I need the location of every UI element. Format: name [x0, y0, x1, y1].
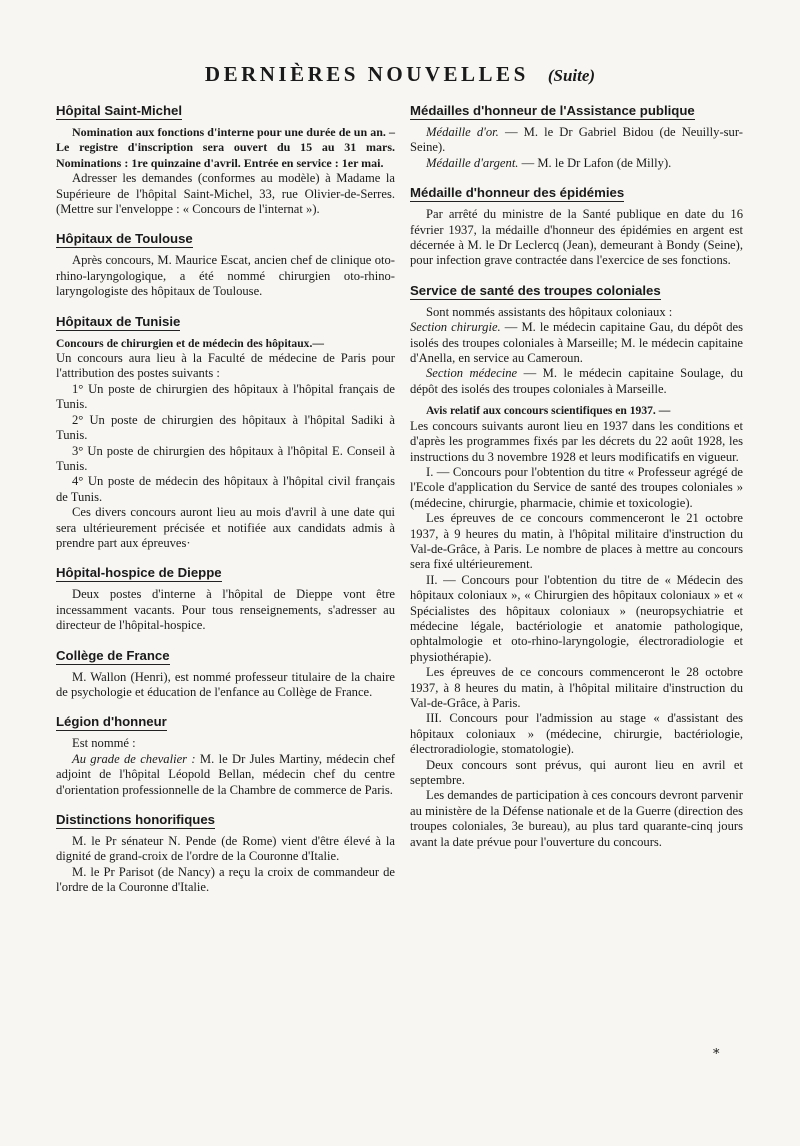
paragraph: I. — Concours pour l'obtention du titre « Professeur agrégé de l'Ecole d'application du Service de santé des troupes coloniales » (médecine, chirurgie, pharmacie, chimie et toxicologie). [410, 464, 743, 510]
page-title: DERNIÈRES NOUVELLES [204, 62, 529, 86]
paragraph-text: — M. le médecin capitaine Gau, du dépôt des isolés des troupes coloniales à Marseille; M. le médecin capitaine d'Anella, en service au Cameroun. [410, 320, 743, 366]
section-title: Distinctions honorifiques [56, 812, 215, 827]
paragraph: Deux postes d'interne à l'hôpital de Dieppe vont être incessamment vacants. Pour tous renseignements, s'adresser au directeur de l'hôpital-hospice. [56, 587, 395, 633]
section-hopital-dieppe [56, 562, 395, 633]
paragraph: Sont nommés assistants des hôpitaux coloniaux : [426, 304, 673, 319]
section-title: Service de santé des troupes coloniales [410, 282, 661, 298]
paragraph: Les demandes de participation à ces concours devront parvenir au ministère de la Défense nationale et de la Guerre (direction des troupes coloniales, 3e bureau), au plus tard quarante-cinq jours avant la date prévue pour l'ouverture du concours. [410, 788, 743, 849]
list-item: 4° Un poste de médecin des hôpitaux à l'hôpital civil français de Tunis. [56, 474, 395, 504]
section-title: Hôpital-hospice de Dieppe [56, 565, 222, 581]
right-column [410, 100, 743, 861]
page-header [0, 62, 800, 87]
paragraph: Les épreuves de ce concours commenceront le 21 octobre 1937, à 9 heures du matin, à l'hôpital militaire d'instruction du Val-de-Grâce, à Paris. Le nombre de places à mettre au concours sera fixé ultérieurement. [410, 511, 743, 572]
paragraph [410, 156, 743, 171]
paragraph [410, 366, 743, 397]
section-title: Collège de France [56, 647, 170, 663]
paragraph: Les épreuves de ce concours commenceront le 28 octobre 1937, à 8 heures du matin, à l'hôpital militaire d'instruction du Val-de-Grâce, à Paris. [410, 665, 743, 710]
italic-text: Au grade de chevalier : [72, 751, 196, 766]
paragraph [410, 403, 743, 418]
list-item: 1° Un poste de chirurgien des hôpitaux à l'hôpital français de Tunis. [56, 381, 395, 412]
section-troupes-coloniales [410, 280, 743, 850]
paragraph-text: — M. le Dr Lafon (de Milly). [518, 155, 672, 170]
section-title: Hôpitaux de Tunisie [56, 313, 181, 329]
paragraph [410, 125, 743, 156]
paragraph: Un concours aura lieu à la Faculté de médecine de Paris pour l'attribution des postes suivants : [56, 351, 395, 381]
paragraph: M. le Pr sénateur N. Pende (de Rome) vient d'être élevé à la dignité de grand-croix de l'ordre de la Couronne d'Italie. [56, 834, 395, 864]
section-distinctions [56, 809, 395, 896]
section-title: Médaille d'honneur des épidémies [410, 185, 625, 201]
paragraph [410, 320, 743, 366]
section-title: Médailles d'honneur de l'Assistance publique [410, 103, 695, 118]
paragraph [56, 336, 395, 351]
paragraph: Adresser les demandes (conformes au modèle) à Madame la Supérieure de l'hôpital Saint-Michel, 33, rue Olivier-de-Serres. (Mettre sur l'enveloppe : « Concours de l'internat »). [56, 171, 395, 217]
list-item: 2° Un poste de chirurgien des hôpitaux à l'hôpital Sadiki à Tunis. [56, 412, 395, 443]
italic-text: Section chirurgie. [410, 320, 501, 335]
section-medailles-assistance [410, 100, 743, 171]
paragraph: Après concours, M. Maurice Escat, ancien chef de clinique oto-rhino-laryngologique, a été nommé chirurgien oto-rhino-laryngologiste des hôpitaux de Toulouse. [56, 253, 395, 299]
section-legion-honneur [56, 711, 395, 798]
paragraph: Les concours suivants auront lieu en 1937 dans les conditions et d'après les programmes fixés par les décrets du 22 août 1928, les instructions du 3 novembre 1928 et leurs modificatifs en vigueur. [410, 418, 743, 464]
page-subtitle: (Suite) [547, 66, 596, 85]
paragraph: Nomination aux fonctions d'interne pour une durée de un an. – Le registre d'inscription sera ouvert du 15 au 31 mars. Nominations : 1re quinzaine d'avril. Entrée en service : 1er mai. [56, 125, 395, 170]
section-hopital-saint-michel [56, 100, 395, 217]
paragraph-text: M. le Dr Jules Martiny, médecin chef adjoint de l'hôpital Léopold Bellan, médecin chef du centre d'orientation professionnelle de la Chambre de commerce de Paris. [56, 751, 395, 797]
section-medaille-epidemies [410, 182, 743, 269]
paragraph: M. Wallon (Henri), est nommé professeur titulaire de la chaire de psychologie et éducation de l'enfance au Collège de France. [56, 669, 395, 699]
section-hopitaux-toulouse [56, 228, 395, 299]
footer-mark: * [713, 1047, 720, 1062]
paragraph: III. Concours pour l'admission au stage « d'assistant des hôpitaux coloniaux » (médecine, chirurgie, bactériologie, électroradiologie, stomatologie). [410, 711, 743, 757]
section-hopitaux-tunisie [56, 311, 395, 552]
lead-text: Concours de chirurgien et de médecin des hôpitaux.— [56, 336, 324, 350]
section-title: Hôpital Saint-Michel [56, 103, 183, 118]
paragraph [56, 752, 395, 798]
italic-text: Médaille d'or. [426, 125, 499, 139]
paragraph: Par arrêté du ministre de la Santé publique en date du 16 février 1937, la médaille d'honneur des épidémies en argent est décernée à M. le Dr Leclercq (Jean), demeurant à Bondy (Seine), pour infection grave contractée dans l'exercice de ses fonctions. [410, 207, 743, 268]
paragraph-text: — M. le médecin capitaine Soulage, du dépôt des isolés des troupes coloniales à Marseille. [410, 366, 743, 396]
italic-text: Médaille d'argent. [426, 155, 519, 170]
paragraph: II. — Concours pour l'obtention du titre de « Médecin des hôpitaux coloniaux », « Chirurgien des hôpitaux coloniaux » et « Spécialistes des hôpitaux coloniaux » (neuropsychiatrie et médecine légale, bactériologie et anatomie pathologique, ophtalmologie et oto-rhino-laryngologie, électroradiologie et physiothérapie). [410, 572, 743, 664]
paragraph: Ces divers concours auront lieu au mois d'avril à une date qui sera ultérieurement précisée et notifiée aux candidats admis à prendre part aux épreuves· [56, 505, 395, 550]
italic-text: Section médecine [426, 366, 518, 381]
section-title: Légion d'honneur [56, 714, 167, 730]
paragraph-text: — M. le Dr Gabriel Bidou (de Neuilly-sur-Seine). [410, 125, 743, 155]
section-title: Hôpitaux de Toulouse [56, 231, 193, 247]
paragraph: M. le Pr Parisot (de Nancy) a reçu la croix de commandeur de l'ordre de la Couronne d'Italie. [56, 864, 395, 895]
left-column [56, 100, 395, 907]
list-item: 3° Un poste de chirurgien des hôpitaux à l'hôpital E. Conseil à Tunis. [56, 443, 395, 473]
paragraph: Est nommé : [72, 736, 136, 751]
section-college-de-france [56, 645, 395, 701]
paragraph: Deux concours sont prévus, qui auront lieu en avril et septembre. [410, 757, 743, 788]
lead-text: Avis relatif aux concours scientifiques en 1937. — [426, 404, 671, 418]
